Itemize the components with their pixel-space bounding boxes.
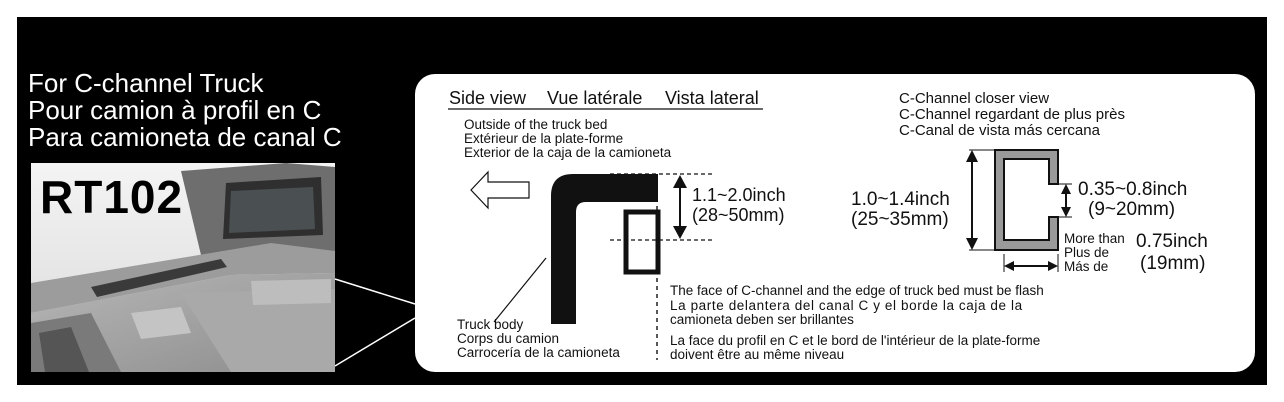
closer-more-fr: Plus de — [1064, 245, 1110, 260]
closer-more-en: More than — [1064, 231, 1125, 246]
heading-es: Para camioneta de canal C — [28, 122, 342, 152]
side-c-channel — [626, 212, 658, 272]
closer-more-es: Más de — [1064, 259, 1109, 274]
closer-height-inch: 1.0~1.4inch — [851, 189, 950, 210]
truck-body-label-es: Carrocería de la camioneta — [457, 345, 620, 360]
note-flash-fr-1: La face du profil en C et le bord de l'intérieur de la plate-forme — [670, 333, 1041, 348]
closer-height-mm: (25~35mm) — [851, 209, 949, 230]
closer-lip-inch: 0.75inch — [1136, 231, 1208, 252]
side-view-title-en: Side view — [449, 88, 527, 108]
truck-body-profile — [551, 174, 658, 324]
note-flash-fr-2: doivent être au même niveau — [670, 347, 845, 362]
outside-arrow-icon — [471, 172, 529, 208]
note-flash-es-2: camioneta deben ser brillantes — [670, 312, 854, 327]
outside-label-fr: Extérieur de la plate-forme — [464, 131, 624, 146]
outside-label-es: Exterior de la caja de la camioneta — [464, 145, 672, 160]
closer-opening-inch: 0.35~0.8inch — [1078, 179, 1188, 200]
side-view-title-fr: Vue latérale — [547, 88, 643, 108]
closer-title-es: C-Canal de vista más cercana — [899, 122, 1100, 139]
truck-body-label-fr: Corps du camion — [457, 331, 560, 346]
heading-fr: Pour camion à profil en C — [28, 95, 322, 125]
note-flash-es-1: La parte delantera del canal C y el borde la caja de la — [670, 298, 1023, 313]
closer-c-channel — [995, 150, 1058, 250]
model-number: RT102 — [40, 171, 184, 223]
closer-lip-mm: (19mm) — [1140, 253, 1206, 274]
callout-line-top — [335, 279, 415, 304]
closer-title-en: C-Channel closer view — [899, 90, 1050, 107]
side-range-mm: (28~50mm) — [692, 205, 785, 225]
closer-title-fr: C-Channel regardant de plus près — [899, 106, 1125, 123]
heading-en: For C-channel Truck — [28, 68, 264, 98]
truck-body-label-en: Truck body — [457, 317, 524, 332]
note-flash-en: The face of C-channel and the edge of truck bed must be flash — [670, 283, 1044, 298]
closer-opening-mm: (9~20mm) — [1088, 199, 1176, 220]
side-view-title-es: Vista lateral — [665, 88, 759, 108]
callout-line-bottom — [335, 318, 415, 366]
truck-body-leader — [494, 258, 546, 322]
side-range-inch: 1.1~2.0inch — [692, 185, 786, 205]
outside-label-en: Outside of the truck bed — [464, 117, 608, 132]
